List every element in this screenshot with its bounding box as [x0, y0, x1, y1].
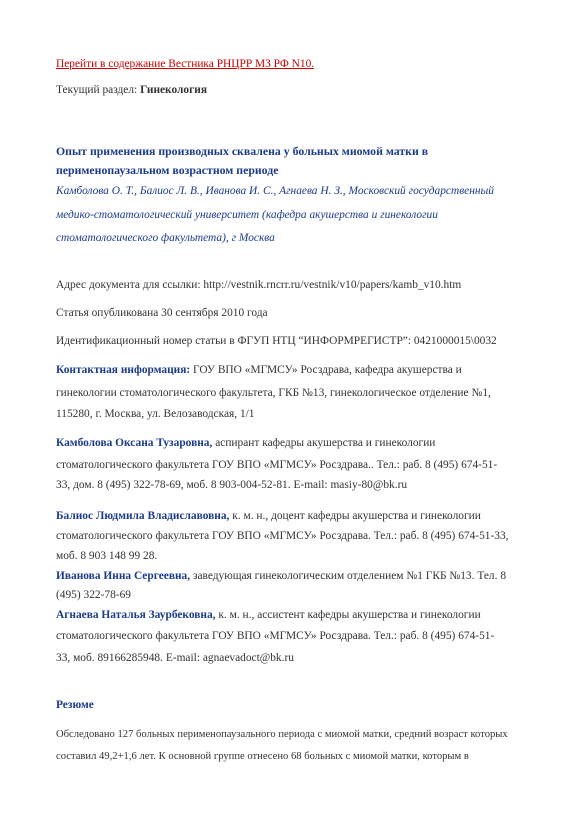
person-agnaeva-line-2: [56, 629, 527, 643]
word: гинекологическим: [254, 570, 345, 582]
person-agnaeva-line-3: 33, моб. 89166285948. E-mail: agnaevadoct@bk.ru: [56, 652, 294, 664]
word: Н.: [320, 185, 332, 197]
word: университет: [194, 209, 260, 221]
section-prefix: Текущий раздел:: [56, 84, 141, 96]
person-balios-line-2: [56, 529, 527, 543]
article-title-line-2: перименопаузальном возрастном периоде: [56, 163, 279, 177]
person-balios-line-3: моб. 8 903 148 99 28.: [56, 550, 158, 562]
word: Московский: [348, 185, 406, 197]
word: доцент: [271, 510, 305, 522]
word: ГОУ: [212, 530, 234, 542]
word: 674-51-: [461, 459, 498, 471]
word: Камболова: [56, 185, 109, 197]
word: и: [411, 609, 418, 621]
contact-line-2: [56, 386, 527, 400]
word: отделением: [347, 570, 404, 582]
word: Иванова: [56, 570, 101, 582]
word: раб.: [399, 530, 420, 542]
word: Заурбековна,: [148, 609, 216, 621]
word: стоматологического: [119, 387, 217, 399]
word: Оксана: [115, 437, 154, 449]
word: Т.,: [125, 185, 137, 197]
word: 674-51-33,: [458, 530, 509, 542]
word: Балиос: [139, 185, 174, 197]
authors-line-2: [56, 208, 527, 222]
word: ВПО: [217, 364, 242, 376]
word: и: [411, 510, 418, 522]
word: 8: [422, 530, 428, 542]
word: сквалена: [231, 144, 281, 158]
word: миомой: [352, 751, 389, 762]
word: ГОУ: [212, 630, 234, 642]
word: к.: [232, 510, 241, 522]
word: миомой: [341, 144, 383, 158]
word: матки,: [390, 751, 420, 762]
word: н.,: [256, 510, 269, 522]
word: О.: [111, 185, 123, 197]
word: стоматологического: [56, 530, 153, 542]
word: факультета: [155, 459, 210, 471]
word: Росздрава,: [300, 364, 352, 376]
word: ассистент: [257, 609, 305, 621]
word: средний: [394, 729, 432, 740]
word: применения: [89, 144, 156, 158]
word: Агнаева: [56, 609, 99, 621]
summary-heading: Резюме: [56, 699, 94, 711]
word: 8: [424, 459, 431, 471]
word: «МГМСУ»: [263, 459, 317, 471]
authors-line-3: стоматологического факультета), г Москва: [56, 232, 275, 244]
word: перименопаузального: [177, 729, 276, 740]
word: №1: [406, 570, 423, 582]
word: Тел.:: [373, 630, 397, 642]
word: медико-стоматологический: [56, 209, 193, 221]
word: группе: [213, 751, 245, 762]
person-agnaeva-line-1: [56, 608, 527, 622]
word: акушерства: [306, 437, 363, 449]
word: и: [365, 437, 372, 449]
word: с: [345, 751, 351, 762]
word: Агнаева: [279, 185, 318, 197]
word: больных: [304, 751, 343, 762]
word: матки,: [362, 729, 392, 740]
word: (495): [430, 630, 456, 642]
person-kambolova-line-1: [56, 436, 527, 450]
word: ГОУ: [193, 364, 215, 376]
word: стоматологического: [56, 630, 153, 642]
word: кафедры: [307, 609, 350, 621]
word: №13,: [302, 387, 328, 399]
word: Тел.:: [376, 459, 400, 471]
word: миомой: [324, 729, 360, 740]
word: отделение: [419, 387, 469, 399]
word: акушерства: [352, 510, 409, 522]
word: Опыт: [56, 144, 87, 158]
person-ivanova-line-2: (495) 322-78-69: [56, 589, 131, 601]
word: раб.: [399, 630, 420, 642]
word: Росздрава..: [319, 459, 374, 471]
word: к.: [218, 609, 227, 621]
word: гинекологии: [380, 209, 438, 221]
word: И.: [249, 185, 261, 197]
word: 674-51-: [458, 630, 495, 642]
word: акушерства: [352, 609, 409, 621]
publication-date: Статья опубликована 30 сентября 2010 года: [56, 307, 268, 319]
word: 127: [117, 729, 134, 740]
word: Тел.: [477, 570, 498, 582]
word: 8: [500, 570, 507, 582]
word: 49,2+1,6: [99, 751, 137, 762]
word: гинекологии: [56, 387, 117, 399]
word: факультета,: [219, 387, 276, 399]
word: Тел.:: [373, 530, 397, 542]
word: гинекологии: [374, 437, 436, 449]
word: ВПО: [236, 530, 261, 542]
word: Людмила: [95, 510, 145, 522]
word: лет.: [139, 751, 156, 762]
word: кафедры: [262, 437, 305, 449]
word: факультета: [155, 630, 210, 642]
word: ГКБ: [425, 570, 447, 582]
word: Камболова: [56, 437, 113, 449]
word: В.,: [189, 185, 203, 197]
word: информация:: [120, 364, 191, 376]
word: З.,: [334, 185, 346, 197]
contact-line-3: 115280, г. Москва, ул. Велозаводская, 1/1: [56, 408, 255, 420]
word: Сергеевна,: [133, 570, 191, 582]
word: Обследовано: [56, 729, 115, 740]
word: в: [463, 751, 469, 762]
word: факультета: [155, 530, 210, 542]
nav-link-contents[interactable]: Перейти в содержание Вестника РНЦРР МЗ РФ N10.: [56, 58, 315, 70]
word: Контактная: [56, 364, 118, 376]
person-kambolova-line-3: 33, дом. 8 (495) 322-78-69, моб. 8 903-004-52-81. E-mail: masiy-80@bk.ru: [56, 479, 408, 491]
authors-line-1: [56, 184, 527, 198]
word: кафедры: [307, 510, 350, 522]
word: «МГМСУ»: [263, 630, 317, 642]
word: производных: [158, 144, 229, 158]
current-section: [56, 83, 207, 97]
word: Наталья: [101, 609, 146, 621]
person-balios-line-1: [56, 509, 527, 523]
word: Л.: [176, 185, 188, 197]
word: (кафедра: [262, 209, 307, 221]
word: основной: [168, 751, 212, 762]
summary-line-2: [56, 750, 527, 764]
word: Иванова: [205, 185, 247, 197]
word: составил: [56, 751, 97, 762]
word: больных: [292, 144, 339, 158]
word: в: [421, 144, 429, 158]
word: с: [317, 729, 323, 740]
word: «МГМСУ»: [263, 530, 317, 542]
person-kambolova-line-2: [56, 458, 527, 472]
person-ivanova-line-1: [56, 569, 527, 583]
word: возраст: [434, 729, 468, 740]
word: С.,: [262, 185, 277, 197]
word: Тузаровна,: [156, 437, 213, 449]
word: аспирант: [215, 437, 260, 449]
article-title-line-1: [56, 144, 527, 158]
word: периода: [278, 729, 315, 740]
word: которым: [422, 751, 462, 762]
contact-line-1: [56, 363, 527, 377]
word: К: [158, 751, 166, 762]
summary-line-1: [56, 728, 527, 742]
word: Балиос: [56, 510, 94, 522]
word: ВПО: [236, 630, 261, 642]
word: №1,: [471, 387, 491, 399]
section-name: Гинекология: [140, 84, 207, 96]
word: кафедра: [354, 364, 394, 376]
word: у: [283, 144, 290, 158]
word: матки: [385, 144, 419, 158]
word: н.,: [242, 609, 255, 621]
word: Владиславовна,: [147, 510, 230, 522]
word: которых: [470, 729, 508, 740]
word: раб.: [402, 459, 423, 471]
word: №13.: [449, 570, 475, 582]
word: (495): [430, 530, 456, 542]
word: гинекологии: [420, 510, 481, 522]
word: Инна: [103, 570, 132, 582]
word: отнесено: [247, 751, 289, 762]
word: ГОУ: [212, 459, 234, 471]
word: Росздрава.: [319, 530, 371, 542]
word: (495): [433, 459, 459, 471]
word: больных: [136, 729, 175, 740]
word: стоматологического: [56, 459, 153, 471]
word: акушерства: [309, 209, 369, 221]
word: акушерства: [396, 364, 453, 376]
word: м.: [243, 510, 254, 522]
word: м.: [229, 609, 240, 621]
word: 8: [422, 630, 428, 642]
word: «МГМСУ»: [244, 364, 298, 376]
word: и: [455, 364, 462, 376]
word: и: [371, 209, 378, 221]
word: ГКБ: [278, 387, 300, 399]
word: 68: [290, 751, 302, 762]
document-address: Адрес документа для ссылки: http://vestnik.rncrr.ru/vestnik/v10/papers/kamb_v10.htm: [56, 279, 462, 291]
word: заведующая: [192, 570, 252, 582]
word: гинекологическое: [329, 387, 417, 399]
word: гинекологии: [420, 609, 481, 621]
word: государственный: [408, 185, 494, 197]
word: Росздрава.: [319, 630, 371, 642]
word: ВПО: [236, 459, 261, 471]
registry-id: Идентификационный номер статьи в ФГУП НТЦ “ИНФОРМРЕГИСТР”: 0421000015\0032: [56, 335, 497, 347]
